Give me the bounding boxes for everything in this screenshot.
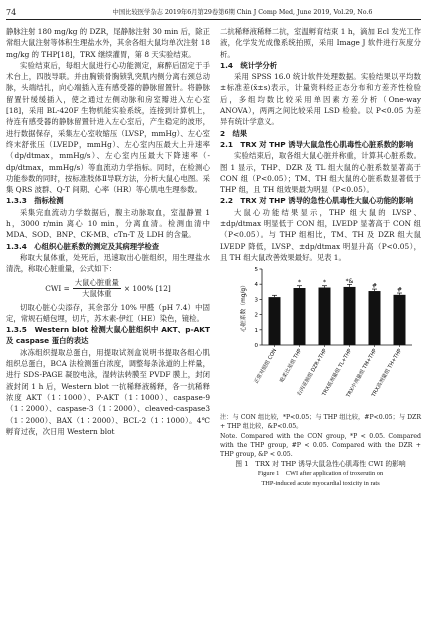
figure-note-en: Note. Compared with the CON group, *P < 0.05. Compared with the THP group, #P < 0.05. Compared with the DZR + THP group, &P < 0.05. (220, 432, 421, 459)
paragraph: 冰冻组织提取总蛋白，用提取试剂盒说明书提取各组心肌组织总蛋白，BCA 法检测蛋白浓度，调整每条泳道的上样量，进行 SDS-PAGE 凝胶电泳，湿转法转膜至 PVDF 膜上，封闭液封闭 1 h 后，Western blot 一抗稀释液稀释，各一抗稀释浓度 AKT（1∶1000）、P-AKT（1∶1000）、caspase-9（1∶2000）、caspase-3（1∶2000）、cleaved-caspase3（1∶2000）、BAX（1∶2000）、BCL-2（1∶1000）。4℃孵育过夜，次日用 Western blot (6, 347, 210, 436)
paragraph: 称取大鼠体重，处死后，迅速取出心脏组织，用生理盐水清洗，称取心脏重量，公式如下： (6, 252, 210, 274)
paragraph: 采用 SPSS 16.0 统计软件处理数据。实验结果以平均数±标准差(x̄±s)表示，计量资料经正态分布和方差齐性检验后，多组均数比较采用单因素方差分析（One-way ANOVA），两两之间比较采用 LSD 检验。以 P<0.05 为差异有统计学意义。 (220, 72, 421, 127)
figure-note-cn: 注：与 CON 组比较，*P<0.05；与 THP 组比较，#P<0.05；与 DZR + THP 组比较，&P<0.05。 (220, 414, 421, 431)
section-heading: 1.3.5 Western blot 检测大鼠心脏组织中 AKT、p-AKT 及 caspase 蛋白的表达 (6, 325, 210, 346)
running-header (6, 7, 421, 20)
cwi-formula (6, 277, 210, 301)
journal-title: 中国比较医学杂志 2019年6月第29卷第6期 Chin J Comp Med, June 2019, Vol.29, No.6 (112, 9, 373, 16)
section-heading: 2.1 TRX 对 THP 诱导大鼠急性心肌毒性心脏系数的影响 (220, 139, 414, 149)
section-heading: 2.2 TRX 对 THP 诱导的急性心肌毒性大鼠心功能的影响 (220, 196, 414, 206)
formula-numerator: 大鼠心脏重量 (74, 278, 119, 288)
paragraph: 采集完血流动力学数据后，腹主动脉取血，室温静置 1 h，3000 r/min 离心 10 min，分离血清。检测血清中 MDA、SOD、BNP、CK-MB、cTn-T 及 LDH 的含量。 (6, 207, 210, 240)
formula-fraction (73, 278, 121, 299)
x-tick-label: TRX高剂量组 TH+THP (370, 348, 404, 399)
y-tick-label: 4 (254, 282, 258, 289)
figure-caption-en: Figure 1 CWI after application of troxerutin on (257, 470, 384, 478)
paragraph: 实验结束后，取各组大鼠心脏并称重，计算其心脏系数。图 1 显示，THP、DZR 及 TL 组大鼠的心脏系数显著高于 CON 组（P<0.05）；TM、TH 组大鼠的心脏系数显著低于 THP 组，且 TH 组效果最为明显（P<0.05）。 (220, 151, 421, 195)
significance-label: * (298, 279, 301, 287)
formula-rhs: × 100% [12] (123, 283, 171, 293)
x-tick-label: TRX中剂量组 TM+THP (345, 348, 379, 399)
y-tick-label: 5 (254, 267, 258, 274)
y-tick-label: 2 (254, 312, 258, 319)
paragraph: 大鼠心功能结果显示，THP 组大鼠的 LVSP、±dp/dtmax 明显低于 CON 组，LVEDP 显著高于 CON 组（P<0.05）。与 THP 组相比，TM、TH 及 DZR 组大鼠 LVEDP 降低，LVSP、±dp/dtmax 明显升高（P<0.05），且 TH 组大鼠改善效果最好。见表 1。 (220, 207, 421, 262)
bar (344, 287, 356, 345)
section-heading: 2 结果 (220, 128, 248, 138)
significance-label: * (323, 279, 326, 287)
page-number: 74 (6, 8, 17, 17)
y-tick-label: 0 (254, 343, 258, 350)
formula-lhs: CWI = (45, 283, 70, 293)
bar (369, 291, 381, 345)
section-heading: 1.3.3 指标检测 (6, 196, 64, 206)
y-tick-label: 3 (254, 297, 258, 304)
x-tick-label: 右丙亚胺组 DZR+THP (296, 348, 329, 398)
bar (294, 288, 306, 345)
significance-label: # (371, 282, 378, 290)
bar (319, 288, 331, 345)
figure-caption-en: THP-induced acute myocardial toxicity in rats (261, 479, 380, 487)
bar-chart (220, 263, 421, 413)
figure-1-chart (220, 263, 421, 413)
significance-label: *& (345, 278, 354, 286)
paragraph: 二抗稀释液稀释二抗，室温孵育结束 1 h，滴加 Ecl 发光工作液，化学发光成像系统拍照，采用 Image J 软件进行灰度分析。 (220, 27, 421, 59)
figure-caption-cn: 图 1 TRX 对 THP 诱导大鼠急性心肌毒性 CWI 的影响 (235, 460, 406, 469)
x-tick-label: 正常对照组 CON (253, 348, 279, 386)
significance-label: # (396, 286, 403, 294)
formula-denominator: 大鼠体重 (82, 289, 112, 299)
right-column (220, 26, 421, 488)
section-heading: 1.4 统计学分析 (220, 60, 278, 70)
paragraph: 静脉注射 180 mg/kg 的 DZR，尾静脉注射 30 min 后，除正常组大鼠注射等体积生理盐水外，其余各组大鼠均单次注射 18 mg/kg 的 THP[18]，TRX 继续灌胃，第 8 天实验结束。 (6, 27, 210, 59)
paragraph: 切取心脏心尖添存，其余部分 10% 甲醛（pH 7.4）中固定，常规石蜡包埋，切片，苏木素-伊红（HE）染色，镜检。 (6, 302, 210, 323)
left-column (6, 26, 210, 437)
bar (269, 297, 281, 345)
y-axis-label: 心脏系数（mg/g） (241, 282, 247, 333)
y-tick-label: 1 (254, 328, 258, 335)
bar (394, 295, 406, 345)
x-tick-label: TRX低剂量组 TL+THP (321, 348, 354, 398)
section-heading: 1.3.4 心组织心脏系数的测定及其病理学检查 (6, 241, 160, 251)
paragraph: 实验结束后，每组大鼠进行心功能测定，麻醉后固定于手术台上，四肢导联。并由胸锁骨胸锁乳突肌内侧分离右颈总动脉，头端结扎，向心端插入连有感受器的静脉留置针。将静脉留置针缓缓插入，使之通过左侧动脉和房室瓣进入左心室[18]，采用 BL-420F 生物机能实验系统，连接到计算机上，待连有感受器的静脉留置针进入左心室后，产生稳定的波形，进行数据保存，采集左心室收缩压（LVSP，mmHg）、左心室终末舒张压（LVEDP，mmHg）、左心室内压最大上升速率（dp/dtmax，mmHg/s）、左心室内压最大下降速率（-dp/dtmax，mmHg/s）等血流动力学指标。同时，在检测心功能参数的同时，按标准肢体Ⅱ导联方法，分析大鼠心电图。采集 QRS 波群、Q-T 间期、心率（HR）等心肌电生理参数。 (6, 60, 210, 195)
x-tick-label: 吡柔比星组 THP (279, 348, 304, 384)
